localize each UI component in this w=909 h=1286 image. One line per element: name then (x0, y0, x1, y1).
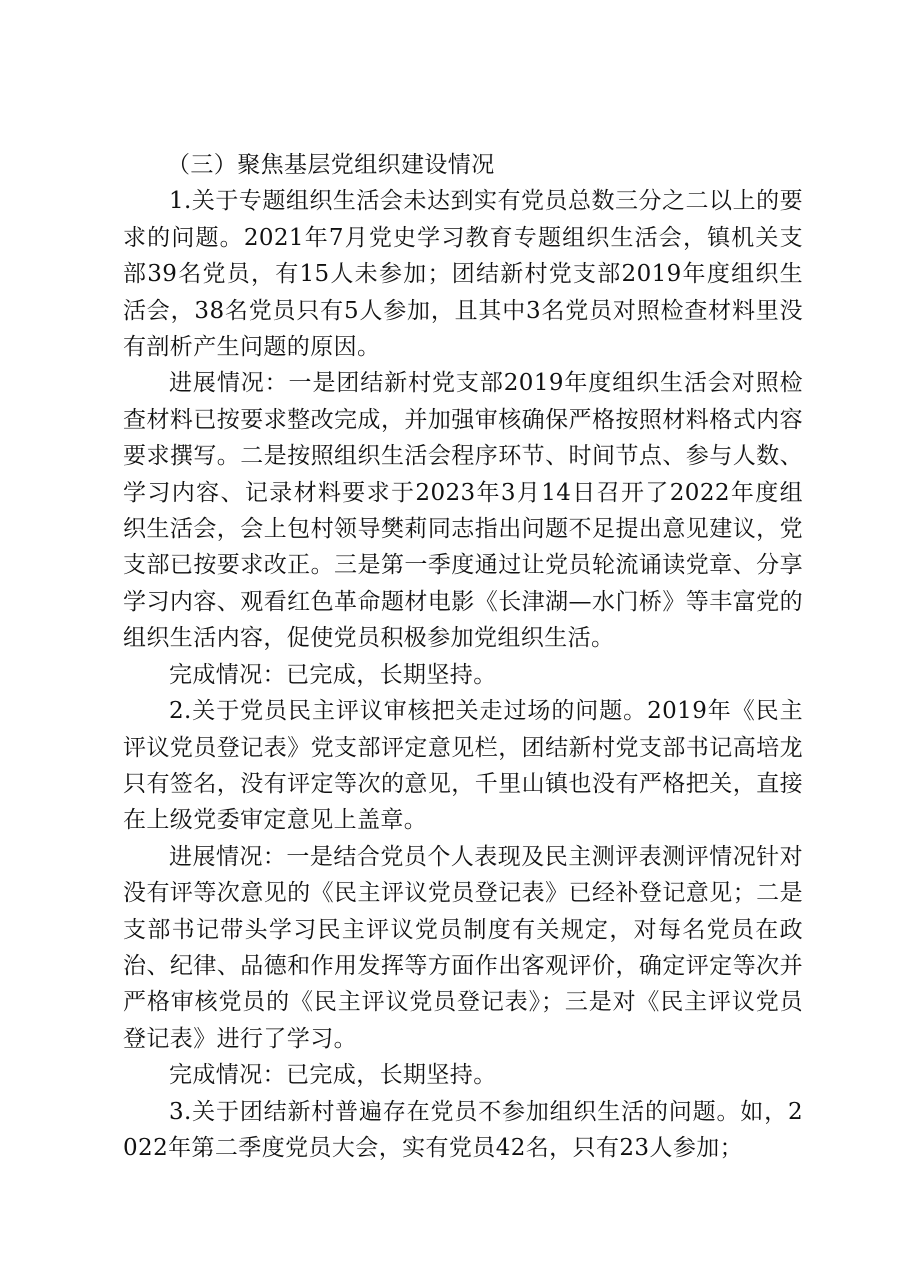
section-heading: （三）聚焦基层党组织建设情况 (167, 152, 495, 178)
paragraph-item-1: 1.关于专题组织生活会未达到实有党员总数三分之二以上的要求的问题。2021年7月党史学习教育专题组织生活会，镇机关支部39名党员，有15人未参加；团结新村党支部2019年度组织生活会，38名党员只有5人参加，且其中3名党员对照检查材料里没有剖析产生问题的原因。 (123, 188, 803, 361)
paragraph-item-2: 2.关于党员民主评议审核把关走过场的问题。2019年《民主评议党员登记表》党支部评定意见栏，团结新村党支部书记高培龙只有签名，没有评定等次的意见，千里山镇也没有严格把关，直接在上级党委审定意见上盖章。 (123, 698, 803, 834)
paragraph-progress-1: 进展情况：一是团结新村党支部2019年度组织生活会对照检查材料已按要求整改完成，并加强审核确保严格按照材料格式内容要求撰写。二是按照组织生活会程序环节、时间节点、参与人数、学习内容、记录材料要求于2023年3月14日召开了2022年度组织生活会，会上包村领导樊莉同志指出问题不足提出意见建议，党支部已按要求改正。三是第一季度通过让党员轮流诵读党章、分享学习内容、观看红色革命题材电影《长津湖—水门桥》等丰富党的组织生活内容，促使党员积极参加党组织生活。 (123, 370, 803, 652)
paragraph-item-3: 3.关于团结新村普遍存在党员不参加组织生活的问题。如，2022年第二季度党员大会，实有党员42名，只有23人参加； (123, 1098, 803, 1161)
document-body (123, 147, 803, 1166)
paragraph-status-2: 完成情况：已完成，长期坚持。 (169, 1062, 497, 1089)
paragraph-status-1: 完成情况：已完成，长期坚持。 (169, 661, 497, 688)
paragraph-progress-2: 进展情况：一是结合党员个人表现及民主测评表测评情况针对没有评等次意见的《民主评议党员登记表》已经补登记意见；二是支部书记带头学习民主评议党员制度有关规定，对每名党员在政治、纪律、品德和作用发挥等方面作出客观评价，确定评定等次并严格审核党员的《民主评议党员登记表》；三是对《民主评议党员登记表》进行了学习。 (123, 843, 803, 1052)
